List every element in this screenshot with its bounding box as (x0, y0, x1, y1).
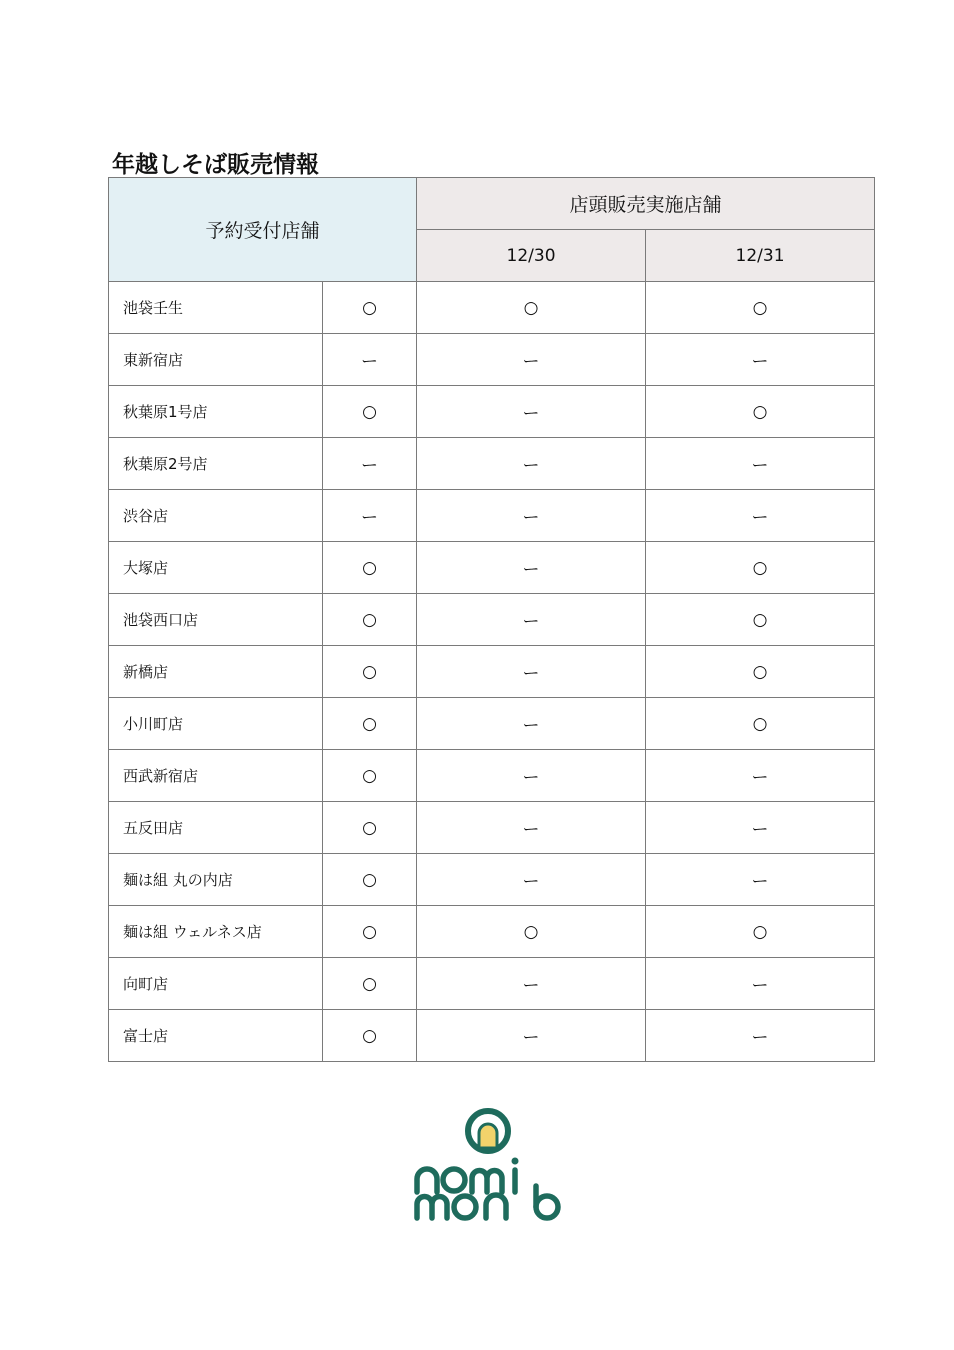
store-name-cell: 渋谷店 (109, 490, 323, 542)
table-row (109, 594, 875, 646)
reserve-mark-cell: ○ (323, 906, 417, 958)
reserve-mark-cell: ○ (323, 750, 417, 802)
sale-1230-mark-cell: ー (417, 1010, 646, 1062)
store-name-cell: 秋葉原1号店 (109, 386, 323, 438)
reserve-mark-cell: ○ (323, 802, 417, 854)
table-row (109, 854, 875, 906)
sale-1230-mark-cell: ー (417, 802, 646, 854)
sale-1230-mark-cell: ー (417, 750, 646, 802)
reserve-mark-cell: ○ (323, 1010, 417, 1062)
nomimono-logo (400, 1100, 570, 1230)
sale-1231-mark-cell: ー (646, 750, 875, 802)
sale-1230-mark-cell: ー (417, 594, 646, 646)
sale-1231-mark-cell: ー (646, 438, 875, 490)
table-row (109, 750, 875, 802)
table-row (109, 646, 875, 698)
table-row (109, 958, 875, 1010)
sale-1231-mark-cell: ○ (646, 282, 875, 334)
store-name-cell: 東新宿店 (109, 334, 323, 386)
sale-1230-mark-cell: ー (417, 698, 646, 750)
table-row (109, 698, 875, 750)
sale-1231-mark-cell: ○ (646, 698, 875, 750)
sales-table (108, 177, 875, 1062)
table-row (109, 438, 875, 490)
table-row (109, 490, 875, 542)
table-body (109, 282, 875, 1062)
store-name-cell: 西武新宿店 (109, 750, 323, 802)
reserve-mark-cell: ○ (323, 854, 417, 906)
sale-1231-mark-cell: ー (646, 802, 875, 854)
store-name-cell: 麺は組 丸の内店 (109, 854, 323, 906)
table-row (109, 1010, 875, 1062)
sale-1231-mark-cell: ー (646, 958, 875, 1010)
sale-1230-mark-cell: ー (417, 958, 646, 1010)
table-row (109, 334, 875, 386)
sale-1231-mark-cell: ○ (646, 542, 875, 594)
sale-1231-mark-cell: ー (646, 490, 875, 542)
reserve-mark-cell: ○ (323, 282, 417, 334)
store-name-cell: 新橋店 (109, 646, 323, 698)
reserve-mark-cell: ー (323, 334, 417, 386)
sale-1230-mark-cell: ー (417, 542, 646, 594)
store-name-cell: 富士店 (109, 1010, 323, 1062)
reserve-mark-cell: ○ (323, 386, 417, 438)
sale-1231-mark-cell: ー (646, 854, 875, 906)
sale-1231-mark-cell: ○ (646, 594, 875, 646)
table-row (109, 386, 875, 438)
store-name-cell: 池袋西口店 (109, 594, 323, 646)
date-header-1231: 12/31 (646, 230, 875, 282)
sale-1231-mark-cell: ○ (646, 906, 875, 958)
store-name-cell: 五反田店 (109, 802, 323, 854)
store-name-cell: 麺は組 ウェルネス店 (109, 906, 323, 958)
sale-1230-mark-cell: ー (417, 386, 646, 438)
reserve-mark-cell: ー (323, 490, 417, 542)
store-name-cell: 秋葉原2号店 (109, 438, 323, 490)
sale-1230-mark-cell: ○ (417, 282, 646, 334)
table-row (109, 802, 875, 854)
reserve-header: 予約受付店舗 (109, 178, 417, 282)
instore-header: 店頭販売実施店舗 (417, 178, 875, 230)
sale-1231-mark-cell: ○ (646, 386, 875, 438)
sale-1231-mark-cell: ー (646, 1010, 875, 1062)
table-row (109, 542, 875, 594)
store-name-cell: 向町店 (109, 958, 323, 1010)
sale-1230-mark-cell: ー (417, 334, 646, 386)
reserve-mark-cell: ー (323, 438, 417, 490)
reserve-mark-cell: ○ (323, 594, 417, 646)
reserve-mark-cell: ○ (323, 958, 417, 1010)
reserve-mark-cell: ○ (323, 646, 417, 698)
sale-1231-mark-cell: ー (646, 334, 875, 386)
reserve-mark-cell: ○ (323, 698, 417, 750)
sale-1231-mark-cell: ○ (646, 646, 875, 698)
sale-1230-mark-cell: ○ (417, 906, 646, 958)
table-row (109, 906, 875, 958)
store-name-cell: 大塚店 (109, 542, 323, 594)
store-name-cell: 池袋壬生 (109, 282, 323, 334)
reserve-mark-cell: ○ (323, 542, 417, 594)
table-row (109, 282, 875, 334)
store-name-cell: 小川町店 (109, 698, 323, 750)
sale-1230-mark-cell: ー (417, 438, 646, 490)
page-title: 年越しそば販売情報 (112, 152, 319, 178)
sale-1230-mark-cell: ー (417, 490, 646, 542)
sale-1230-mark-cell: ー (417, 646, 646, 698)
sale-1230-mark-cell: ー (417, 854, 646, 906)
date-header-1230: 12/30 (417, 230, 646, 282)
